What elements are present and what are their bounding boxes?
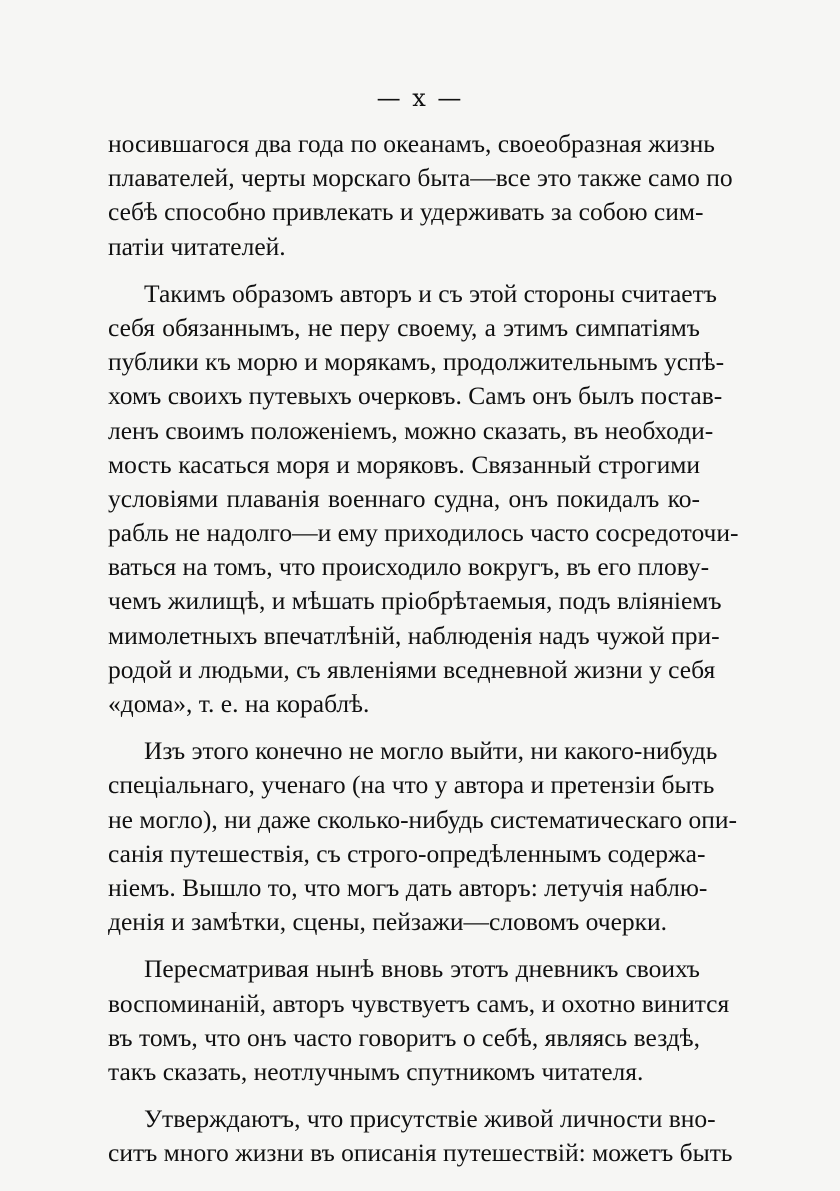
text-line: ваться на томъ, что происходило вокругъ, въ его плову- (108, 552, 710, 582)
text-line: родой и людьми, съ явленіями вседневной жизни у себя (108, 654, 716, 684)
text-line: хомъ своихъ путевыхъ очерковъ. Самъ онъ былъ постав- (108, 381, 723, 411)
text-line: условіями плаванія военнаго судна, онъ покидалъ ко- (108, 483, 700, 513)
text-line: воспоминаній, авторъ чувствуетъ самъ, и охотно винится (108, 988, 730, 1018)
text-line: спеціальнаго, ученаго (на что у автора и претензіи быть (108, 770, 715, 800)
paragraph-5 (108, 1102, 733, 1170)
text-line: санія путешествія, съ строго-опредѣленнымъ содержа- (108, 838, 706, 868)
text-line: себѣ способно привлекать и удерживать за собою сим- (108, 197, 704, 227)
text-line: мимолетныхъ впечатлѣній, наблюденія надъ чужой при- (108, 620, 720, 650)
text-line: такъ сказать, неотлучнымъ спутникомъ читателя. (108, 1056, 644, 1086)
text-line: денія и замѣтки, сцены, пейзажи—словомъ очерки. (108, 907, 668, 937)
text-line: себя обязаннымъ, не перу своему, а этимъ симпатіямъ (108, 312, 700, 342)
text-line: ленъ своимъ положеніемъ, можно сказать, въ необходи- (108, 415, 714, 445)
paragraph-3 (108, 734, 738, 939)
text-line: ситъ много жизни въ описанія путешествій: можетъ быть (108, 1138, 733, 1168)
text-line: мость касаться моря и моряковъ. Связанный строгими (108, 449, 700, 479)
text-line: носившагося два года по океанамъ, своеобразная жизнь (108, 129, 715, 158)
body-text (108, 127, 739, 1170)
text-line: чемъ жилищѣ, и мѣшать пріобрѣтаемыя, подъ вліяніемъ (108, 586, 722, 616)
paragraph-4 (108, 952, 730, 1089)
text-line: Пересматривая нынѣ вновь этотъ дневникъ своихъ (144, 954, 700, 984)
text-line: Утверждаютъ, что присутствіе живой личности вно- (144, 1104, 716, 1134)
text-line: не могло), ни даже сколько-нибудь систематическаго опи- (108, 804, 738, 834)
paragraph-2 (108, 277, 739, 721)
page-number-header: — x — (376, 84, 464, 112)
text-line: въ томъ, что онъ часто говоритъ о себѣ, являясь вездѣ, (108, 1022, 700, 1052)
text-line: ніемъ. Вышло то, что могъ дать авторъ: летучія наблю- (108, 872, 708, 902)
text-line: плавателей, черты морскаго быта—все это также само по (108, 163, 733, 193)
text-line: рабль не надолго—и ему приходилось часто сосредоточи- (108, 518, 739, 548)
paragraph-1 (108, 127, 733, 264)
text-line: «дома», т. е. на кораблѣ. (108, 689, 370, 718)
text-line: Изъ этого конечно не могло выйти, ни какого-нибудь (144, 736, 718, 766)
text-line: патіи читателей. (108, 231, 286, 261)
text-line: публики къ морю и морякамъ, продолжительнымъ успѣ- (108, 347, 725, 377)
text-line: Такимъ образомъ авторъ и съ этой стороны считаетъ (144, 278, 717, 308)
